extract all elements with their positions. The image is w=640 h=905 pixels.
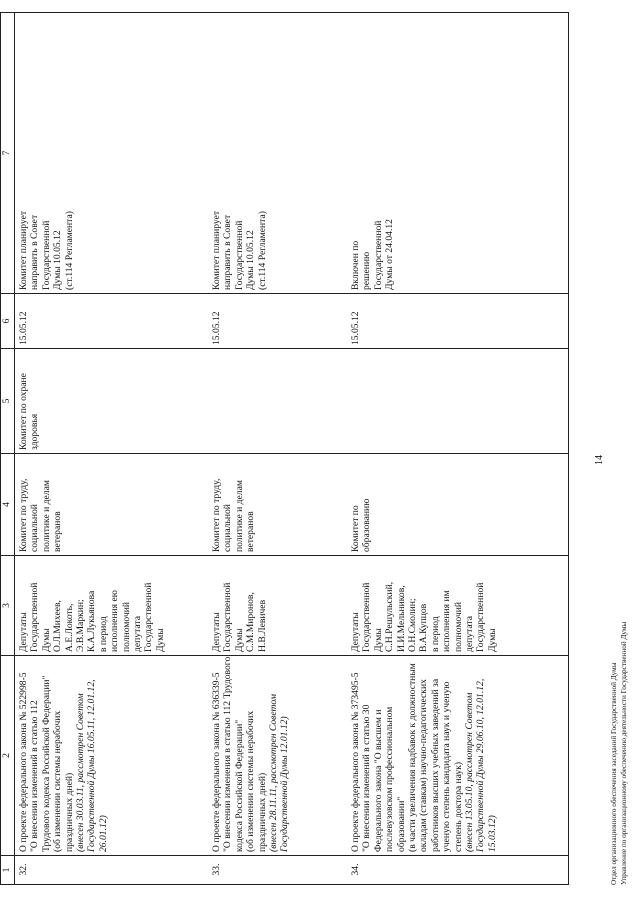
- committee-line: политике и делам: [40, 480, 52, 552]
- note-line: Думы 10.05.12: [245, 230, 257, 290]
- subject-line: "О внесении изменений в статью 30: [361, 704, 373, 852]
- co-committee-line: здоровья: [29, 413, 41, 450]
- note-line: Государственной: [372, 220, 384, 290]
- subject-line: праздничных дней): [256, 772, 268, 852]
- subject-line: О проекте федерального закона № 522998-5: [18, 672, 29, 852]
- initiator-line: Депутаты: [18, 612, 29, 652]
- status-note: [347, 13, 569, 294]
- bill-subject: [208, 656, 347, 856]
- initiator-line: в период: [97, 616, 109, 652]
- row-number: 32.: [15, 856, 209, 885]
- subject-line: Государственной Думы 16.05.11, 12.01.12,: [86, 679, 98, 852]
- responsible-committee: [15, 454, 209, 556]
- subject-line: (об изменении системы нерабочих: [52, 710, 64, 852]
- note-line: Комитет планирует: [18, 210, 29, 290]
- initiator-line: Государственной: [143, 582, 155, 652]
- subject-line: Государственной Думы 12.01.12): [279, 716, 291, 852]
- subject-line: Государственной Думы 29.06.10, 12.01.12,: [475, 678, 487, 852]
- row-number: 33.: [208, 856, 347, 885]
- co-committee-line: Комитет по охране: [18, 373, 29, 450]
- column-header: 5: [1, 349, 15, 454]
- initiator-line: О.Л.Михеев,: [52, 600, 64, 652]
- subject-line: окладам (ставкам) научно-педагогических: [418, 679, 430, 852]
- note-line: Комитет планирует: [211, 210, 222, 290]
- table-row: [208, 13, 347, 885]
- committee-line: Комитет по труду,: [18, 478, 29, 552]
- initiator-line: Думы: [40, 628, 52, 652]
- subject-line: (внесен 28.11.11, рассмотрен Советом: [268, 694, 280, 852]
- subject-line: Трудового кодекса Российской Федерации": [40, 675, 52, 852]
- footer-line: Отдел организационного обеспечения заседаний Государственной Думы: [610, 662, 618, 885]
- initiator-line: исполнения ею: [109, 590, 121, 652]
- column-header: 4: [1, 454, 15, 556]
- subject-line: послевузовском профессиональном: [384, 706, 396, 852]
- initiator-line: О.Н.Смолин;: [407, 598, 419, 652]
- committee-line: образованию: [361, 498, 373, 552]
- initiator-line: К.А.Лукьянова: [86, 590, 98, 652]
- initiator-line: Н.В.Левичев: [256, 599, 268, 652]
- subject-line: (в части увеличения надбавок к должностным: [407, 663, 419, 852]
- responsible-committee: [347, 454, 569, 556]
- column-header: 2: [1, 656, 15, 856]
- subject-line: работников высших учебных заведений за: [429, 678, 441, 852]
- subject-line: степень доктора наук): [452, 761, 464, 852]
- subject-line: ученую степень кандидата наук и ученую: [441, 681, 453, 852]
- deadline-date: 15.05.12: [15, 294, 209, 349]
- initiator-line: Думы: [233, 628, 245, 652]
- note-line: решению: [361, 251, 373, 290]
- committee-line: ветеранов: [52, 511, 64, 552]
- initiator-line: Думы: [154, 628, 166, 652]
- column-header: 7: [1, 13, 15, 294]
- column-header: 3: [1, 556, 15, 656]
- committee-line: социальной: [222, 504, 234, 552]
- responsible-committee: [208, 454, 347, 556]
- initiator-line: полномочий: [452, 601, 464, 652]
- subject-line: 15.03.12): [486, 815, 498, 852]
- page-number: 14: [594, 455, 605, 465]
- note-line: Государственной: [40, 220, 52, 290]
- committee-line: социальной: [29, 504, 41, 552]
- initiator: [15, 556, 209, 656]
- initiator-line: В.А.Купцов: [418, 603, 430, 652]
- footer-line: Управление по организационному обеспечению деятельности Государственной Думы: [620, 621, 628, 885]
- committee-line: Комитет по труду,: [211, 478, 222, 552]
- initiator-line: Депутаты: [211, 612, 222, 652]
- initiator-line: С.Н.Решульский,: [384, 581, 396, 652]
- note-line: (ст.114 Регламента): [256, 211, 268, 290]
- subject-line: О проекте федерального закона № 373495-5: [350, 672, 361, 852]
- initiator-line: С.М.Миронов,: [245, 592, 257, 652]
- committee-line: ветеранов: [245, 511, 257, 552]
- row-number: 34.: [347, 856, 569, 885]
- initiator-line: депутата: [132, 616, 144, 652]
- subject-line: праздничных дней): [63, 772, 75, 852]
- note-line: Государственной: [233, 220, 245, 290]
- initiator-line: Думы: [486, 628, 498, 652]
- initiator-line: Государственной: [29, 582, 41, 652]
- status-note: [208, 13, 347, 294]
- bill-subject: [15, 656, 209, 856]
- note-line: направить в Совет: [222, 214, 234, 290]
- initiator-line: Государственной: [222, 582, 234, 652]
- deadline-date: 15.05.12: [347, 294, 569, 349]
- co-executor-committee: [208, 349, 347, 454]
- subject-line: (внесен 13.05.10, рассмотрен Советом: [464, 692, 476, 852]
- note-line: направить в Совет: [29, 214, 41, 290]
- column-header: 6: [1, 294, 15, 349]
- subject-line: (внесен 30.03.11, рассмотрен Советом: [75, 693, 87, 852]
- initiator: [208, 556, 347, 656]
- initiator-line: Думы: [372, 628, 384, 652]
- co-executor-committee: [347, 349, 569, 454]
- bill-subject: [347, 656, 569, 856]
- subject-line: кодекса Российской Федерации": [233, 719, 245, 852]
- initiator-line: исполнения им: [441, 590, 453, 652]
- initiator: [347, 556, 569, 656]
- initiator-line: в период: [429, 616, 441, 652]
- subject-line: образовании": [395, 796, 407, 852]
- bill-schedule-table: [0, 12, 569, 885]
- note-line: Думы 10.05.12: [52, 230, 64, 290]
- initiator-line: Государственной: [475, 582, 487, 652]
- initiator-line: Э.В.Маркин;: [75, 599, 87, 652]
- table-row: [15, 13, 209, 885]
- initiator-line: полномочий: [120, 601, 132, 652]
- deadline-date: 15.05.12: [208, 294, 347, 349]
- committee-line: Комитет по: [350, 505, 361, 552]
- status-note: [15, 13, 209, 294]
- initiator-line: А.Е.Локоть,: [63, 603, 75, 652]
- co-executor-committee: [15, 349, 209, 454]
- note-line: Думы от 24.04.12: [384, 219, 396, 290]
- column-number-row: [1, 13, 15, 885]
- subject-line: Федерального закона "О высшем и: [372, 709, 384, 852]
- initiator-line: Депутаты: [350, 612, 361, 652]
- committee-line: политике и делам: [233, 480, 245, 552]
- table-row: [347, 13, 569, 885]
- note-line: Включен по: [350, 240, 361, 290]
- subject-line: О проекте федерального закона № 636339-5: [211, 672, 222, 852]
- initiator-line: Государственной: [361, 582, 373, 652]
- column-header: 1: [1, 856, 15, 885]
- note-line: (ст.114 Регламента): [63, 211, 75, 290]
- subject-line: (об изменении системы нерабочих: [245, 710, 257, 852]
- subject-line: "О внесении изменений в статью 112: [29, 700, 41, 852]
- initiator-line: И.И.Мельников,: [395, 585, 407, 652]
- initiator-line: депутата: [464, 616, 476, 652]
- subject-line: 26.01.12): [97, 815, 109, 852]
- subject-line: "О внесении изменения в статью 112 Трудового: [222, 656, 234, 852]
